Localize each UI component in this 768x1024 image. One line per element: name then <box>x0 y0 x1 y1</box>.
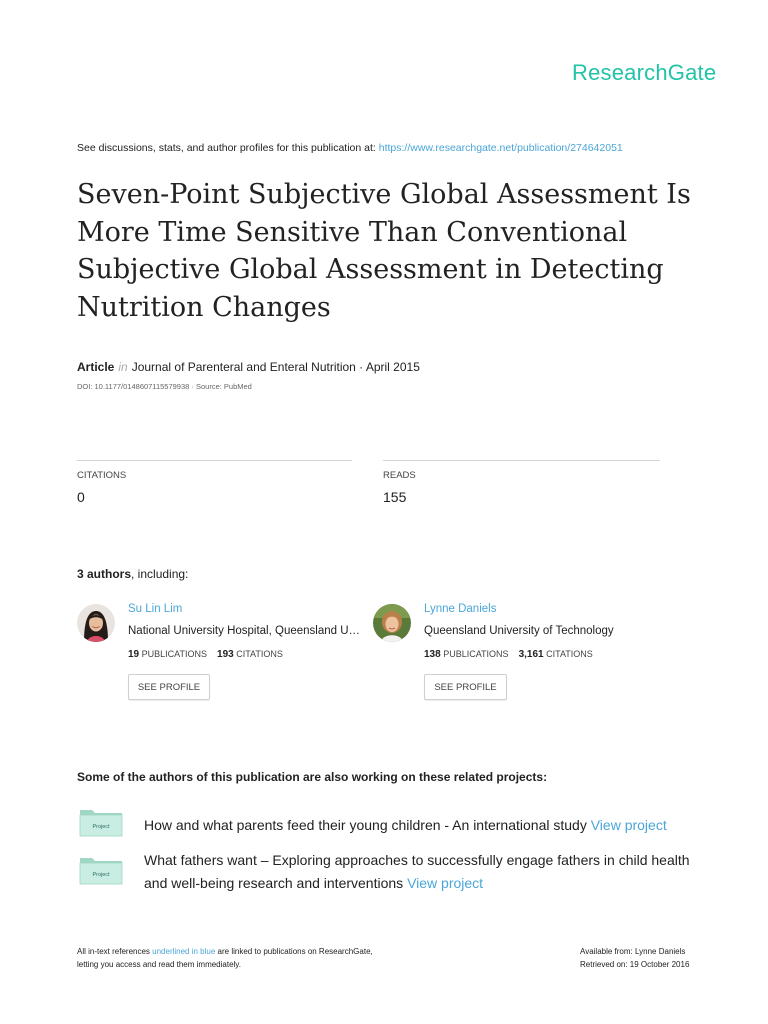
project-folder-icon[interactable] <box>79 807 123 837</box>
reads-value: 155 <box>383 489 407 505</box>
related-projects-heading: Some of the authors of this publication are also working on these related projects: <box>77 770 548 784</box>
retrieved-on: Retrieved on: 19 October 2016 <box>580 960 690 969</box>
discussion-line <box>77 142 623 154</box>
person-photo-icon <box>373 604 411 642</box>
footer-text: are linked to publications on ResearchGate, <box>215 947 373 956</box>
author-affiliation: Queensland University of Technology <box>424 625 614 637</box>
author-citations-count: 3,161 <box>518 649 544 660</box>
project-item <box>144 814 704 837</box>
authors-count: 3 authors <box>77 567 132 581</box>
project-icon-label: Project <box>92 824 110 830</box>
publications-label: PUBLICATIONS <box>141 649 207 659</box>
citations-label: CITATIONS <box>77 470 127 481</box>
availability-note <box>580 945 689 971</box>
footer-text-line2: letting you access and read them immediately. <box>77 960 241 969</box>
see-profile-button[interactable]: SEE PROFILE <box>128 674 210 700</box>
project-title: How and what parents feed their young children - An international study <box>144 817 587 833</box>
author-affiliation: National University Hospital, Queensland U… <box>128 625 361 637</box>
project-folder-icon[interactable] <box>79 855 123 885</box>
publications-count: 138 <box>424 649 441 660</box>
project-item <box>144 849 704 895</box>
person-photo-icon <box>77 604 115 642</box>
publication-title: Seven-Point Subjective Global Assessment Is More Time Sensitive Than Conventional Subjective Global Assessment in Detecting Nutrition Changes <box>77 179 691 323</box>
discussion-text: See discussions, stats, and author profiles for this publication at: <box>77 142 379 154</box>
available-from: Available from: Lynne Daniels <box>580 947 686 956</box>
footer-note <box>77 945 373 971</box>
footer-text: All in-text references <box>77 947 153 956</box>
doi-line: DOI: 10.1177/0148607115579938 · Source: PubMed <box>77 382 252 391</box>
view-project-link[interactable]: View project <box>407 875 484 891</box>
see-profile-button[interactable]: SEE PROFILE <box>424 674 507 700</box>
reads-divider <box>383 460 660 461</box>
publications-label: PUBLICATIONS <box>443 649 509 659</box>
author-citations-count: 193 <box>217 649 234 660</box>
journal-date: Journal of Parenteral and Enteral Nutrition · April 2015 <box>131 360 420 374</box>
underlined-in-blue-link[interactable]: underlined in blue <box>152 947 216 956</box>
view-project-link[interactable]: View project <box>590 817 667 833</box>
publication-meta <box>77 360 420 374</box>
project-title: What fathers want – Exploring approaches to successfully engage fathers in child health and well-being research and interventions <box>144 852 690 891</box>
publications-count: 19 <box>128 649 140 660</box>
citations-divider <box>77 460 352 461</box>
author-name-link[interactable]: Lynne Daniels <box>424 603 497 615</box>
researchgate-logo[interactable]: ResearchGate <box>572 60 717 85</box>
avatar[interactable] <box>373 604 411 642</box>
reads-label: READS <box>383 470 416 481</box>
project-icon-label: Project <box>92 872 110 878</box>
authors-suffix: , including: <box>131 567 189 581</box>
author-name-link[interactable]: Su Lin Lim <box>128 603 183 615</box>
avatar[interactable] <box>77 604 115 642</box>
publication-url-link[interactable]: https://www.researchgate.net/publication/274642051 <box>378 142 623 154</box>
author-stats <box>424 649 593 660</box>
in-label: in <box>118 360 128 374</box>
citations-value: 0 <box>77 489 85 505</box>
authors-header <box>77 567 188 581</box>
author-citations-label: CITATIONS <box>236 649 283 659</box>
publication-type: Article <box>77 360 115 374</box>
author-stats <box>128 649 283 660</box>
author-citations-label: CITATIONS <box>546 649 593 659</box>
